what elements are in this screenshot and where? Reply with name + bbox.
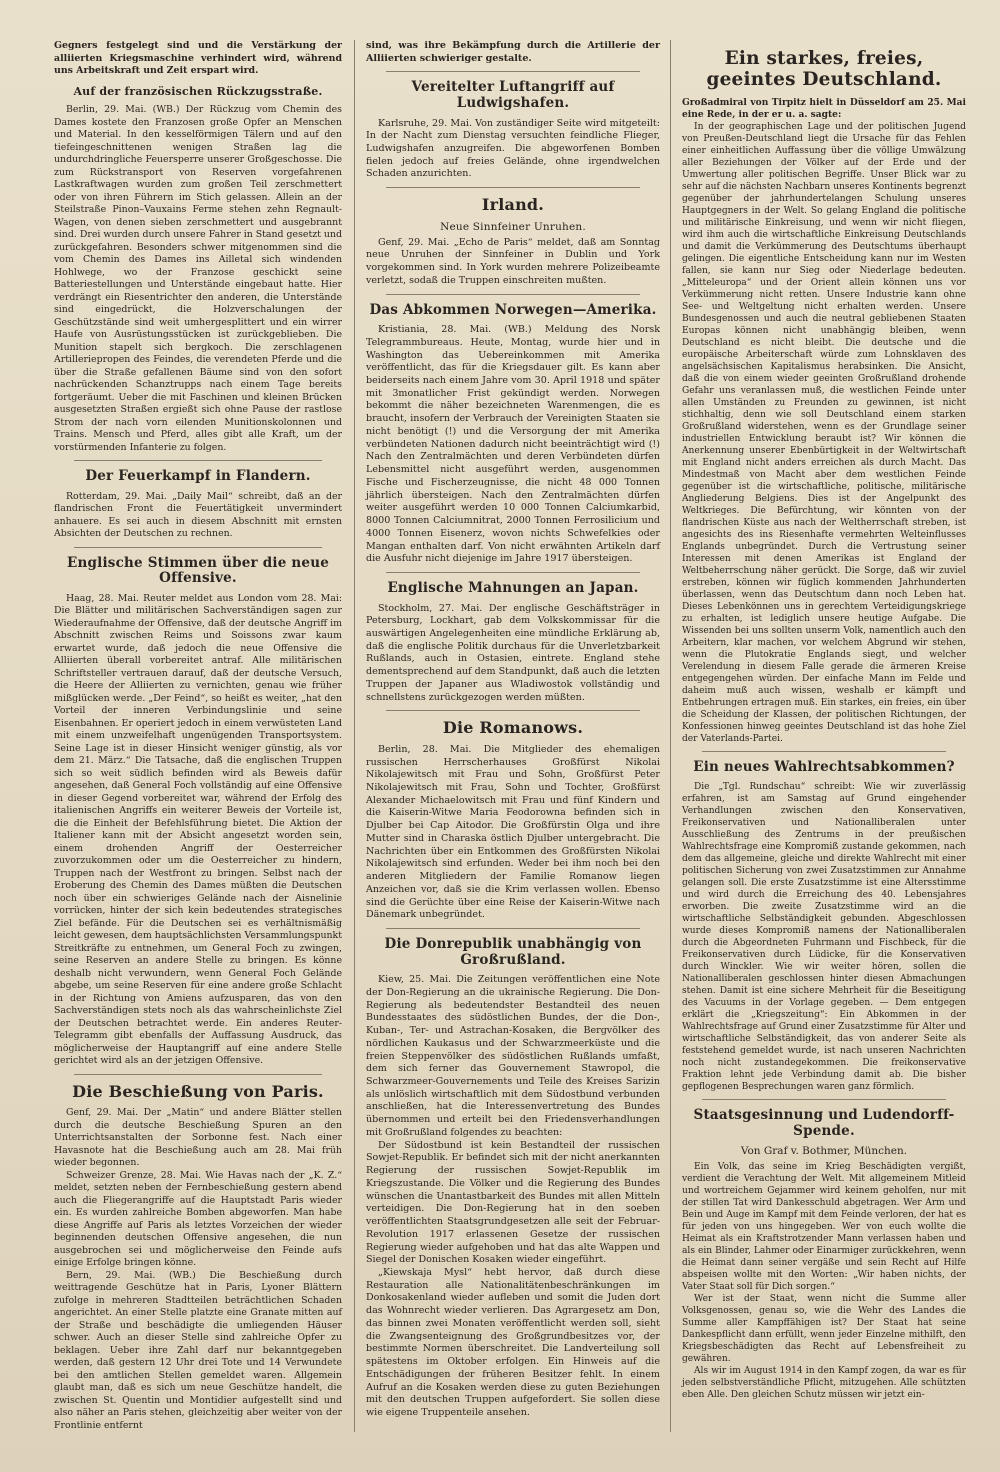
article-headline: Englische Stimmen über die neue Offensive. — [66, 554, 330, 587]
article-headline: Staatsgesinnung und Ludendorff-Spende. — [693, 1107, 955, 1139]
article-body: Haag, 28. Mai. Reuter meldet aus London vom 28. Mai: Die Blätter und militärischen Sachverständigen sagen zur Wiederaufnahme der Offensive, daß der deutsche Angriff im Abschnitt zwischen Reims und Soissons zwar kaum erwartet wurde, daß jedoch die neue Offensive die Alliierten überall vorbereitet antraf. Alle militärischen Schriftsteller vertrauen darauf, daß der deutsche Versuch, die Heere der Alliierten zu vernichten, genau wie früher mißglücken werde. „Der Feind“, so heißt es weiter, „hat den Vorteil der inneren Verbindungslinie und seine Eisenbahnen. Er operiert jedoch in einem verwüsteten Land mit einem unzweifelhaft ungenügenden Transportsystem. Seine Lage ist in dieser Hinsicht weniger günstig, als vor dem 21. März.“ Die Tatsache, daß die englischen Truppen sich so weit südlich befinden wird als Beweis dafür angesehen, daß General Foch vollständig auf eine Offensive in dieser Gegend vorbereitet war, während der Erfolg des italienischen Angriffs ein weiterer Beweis der Vorteile ist, die die Einheit der Befehlsführung bietet. Die Aktion der Italiener kann mit der Absicht angesetzt worden sein, einem drohenden Angriff der Oesterreicher zuvorzukommen oder um die Oesterreicher zu hindern, Truppen nach der Westfront zu bringen. Selbst nach der Eroberung des Chemin des Dames müßten die Deutschen noch über ein schwieriges Gelände nach der Aisnelinie vorrücken, hinter der sich kein bedeutendes strategisches Ziel befände. Für die Deutschen sei es verhältnismäßig leicht gewesen, dem hauptsächlichsten Versammlungspunkt Streitkräfte zu entnehmen, um General Foch zu zwingen, seine Reserven an andere Stelle zu bringen. Es könne deshalb nicht verwundern, wenn General Foch Gelände abgebe, um seine Reserven für eine andere große Schlacht in der Richtung von Amiens aufzusparen, das von den Sachverständigen stets noch als das wahrscheinlichste Ziel der Deutschen betrachtet werde. Ein anderes Reuter-Telegramm gibt ebenfalls der Auffassung Ausdruck, das möglicherweise der Hauptangriff auf eine andere Stelle gerichtet wird als an der jetzigen Offensive. — [54, 592, 342, 1067]
article-headline: Auf der französischen Rückzugsstraße. — [73, 84, 323, 98]
article-byline: Von Graf v. Bothmer, München. — [740, 1145, 908, 1158]
column-rule — [670, 40, 671, 1432]
article-body: Genf, 29. Mai. Der „Matin“ und andere Blätter stellen durch die deutsche Beschießung Spuren an den Unterrichtsanstalten der Sorbonne fest. Nach einer Havasnote hat die Beschießung auch am 28. Mai früh wieder begonnen. — [54, 1107, 342, 1169]
article-body: Bern, 29. Mai. (WB.) Die Beschießung durch weittragende Geschütze hat in Paris, Lyoner Blättern zufolge in mehreren Stadtteilen beträchtlichen Schaden angerichtet. An einer Stelle platzte eine Granate mitten auf der Straße und beschädigte die umliegenden Häuser schwer. Auch an dieser Stelle sind zahlreiche Opfer zu beklagen. Ueber ihre Zahl darf nur bekanntgegeben werden, daß gestern 12 Uhr drei Tote und 14 Verwundete bei den amtlichen Stellen gemeldet waren. Allgemein glaubt man, daß es sich um neue Geschütze handelt, die zwischen St. Quentin und Montidier aufgestellt sind und also näher an Paris stehen, gleichzeitig aber weiter von der Frontlinie entfernt — [54, 1269, 342, 1431]
divider — [702, 1099, 946, 1100]
article-body: Wer ist der Staat, wenn nicht die Summe aller Volksgenossen, genau so, wie die Wehr des Landes die Summe aller Kampffähigen ist? Der Staat hat seine Dankespflicht dann erfüllt, wenn jeder Einzelne mithilft, den Kriegsbeschädigten das Recht auf Lebensfreiheit zu gewähren. — [682, 1294, 966, 1365]
article-headline: Die Donrepublik unabhängig von Großrußland. — [384, 936, 642, 968]
article-lead: Großadmiral von Tirpitz hielt in Düsseldorf am 25. Mai eine Rede, in der er u. a. sagte: — [682, 96, 966, 120]
column-rule — [354, 40, 355, 1432]
divider — [74, 460, 322, 461]
divider — [386, 187, 640, 188]
article-body: In der geographischen Lage und der politischen Jugend von Preußen-Deutschland liegt die Ursache für das Fehlen einer einheitlichen Auffassung über die völlige Umwälzung aller Beziehungen der Völker auf der Erde und der Umwertung aller politischen Begriffe. Unser Blick war zu sehr auf die nächsten Nachbarn unseres Kontinents begrenzt gegenüber der jahrhundertelangen Schulung unseres Hauptgegners in der Welt. So gelang England die politische und militärische Einkreisung, und wenn wir nicht fliegen, wird ihm auch die wirtschaftliche Einkreisung Deutschlands und damit die Verkümmerung des Deutschtums überhaupt gelingen. Die eigentliche Entscheidung kann nur im Westen fallen, sie kann nur Sieg oder Niederlage bedeuten. „Mitteleuropa“ und der Orient allein können uns vor Verkümmerung nicht retten. Unsere Industrie kann ohne See- und Weltgeltung nicht erhalten werden. Unsere Bundesgenossen und auch die neutral gebliebenen Staaten Europas können nicht unabhängig bleiben, wenn Deutschland es nicht bleibt. Die deutsche und die europäische Arbeiterschaft würde zum Lohnsklaven des angelsächsischen Kapitalismus herabsinken. Die Ansicht, daß die von einem wieder geeinten Großrußland drohende Gefahr uns veranlassen muß, die westlichen Feinde unter allen Umständen zu Freunden zu gewinnen, ist nicht stichhaltig, denn wie soll Deutschland einem starken Großrußland widerstehen, wenn es der Grundlage seiner industriellen Entwicklung beraubt ist? Wir können die Anerkennung unserer Ebenbürtigkeit in der Weltwirtschaft mit England nicht anders erreichen als durch Macht. Das Mindestmaß von Macht aber dem westlichen Feinde gegenüber ist die wirtschaftliche, politische, militärische Angliederung Belgiens. Dies ist der Angelpunkt des Weltkrieges. Die Befürchtung, wir könnten von der flandrischen Küste aus nach der Weltherrschaft streben, ist angesichts des ins Riesenhafte vermehrten Welteinflusses Englands unbegründet. Durch die Vertrustung seiner Interessen mit denen Amerikas ist England der Weltbeherrschung näher gerückt. Die Sorge, daß wir zuviel erstreben, können wir füglich kommenden Jahrhunderten überlassen, wenn das Deutschtum dann noch Leben hat. Dieses Lebenkönnen uns in gerechtem Verteidigungskriege zu erhalten, ist lediglich unsere heutige Aufgabe. Die Wissenden bei uns sollten unserm Volk, namentlich auch den Arbeitern, klar machen, vor welchem Abgrund wir stehen, wenn die Plutokratie Englands siegt, und welcher Verelendung in diesem Falle gerade die ärmeren Kreise entgegengehen würden. Der einfache Mann im Felde und daheim muß auch wissen, weshalb er kämpft und Entbehrungen ertragen muß. Ein starkes, ein freies, ein über die Scheidung der Klassen, der politischen Richtungen, der Konfessionen hinweg geeintes Deutschland ist das hohe Ziel der Vaterlands-Partei. — [682, 121, 966, 744]
continued-text: sind, was ihre Bekämpfung durch die Artillerie der Alliierten schwieriger gestalte. — [366, 40, 660, 64]
article-body: „Kiewskaja Mysl“ hebt hervor, daß durch diese Restauration alle Nationalitätenbeschränkungen im Donkosakenland wieder aufleben und somit die Juden dort das Wohnrecht wieder verlieren. Das Agrargesetz am Don, das binnen zwei Monaten veröffentlicht werden soll, sieht die Zwangsenteignung des Großgrundbesitzes vor, der bestimmte Normen überschreitet. Die Landverteilung soll spätestens im Oktober erfolgen. Ein Hinweis auf die Entschädigungen der früheren Besitzer fehlt. In einem Aufruf an die Kosaken werden diese zu guten Beziehungen mit den deutschen Truppen aufgefordert. Sie sollen diese wie eigene Truppenteile ansehen. — [366, 1267, 660, 1419]
column-right — [676, 40, 972, 1432]
article-headline: Englische Mahnungen an Japan. — [387, 580, 639, 597]
article-headline: Irland. — [481, 195, 545, 215]
article-body: Genf, 29. Mai. „Echo de Paris“ meldet, daß am Sonntag neue Unruhen der Sinnfeiner in Dublin und York vorgekommen sind. In York wurden mehrere Polizeibeamte verletzt, sodaß die Truppen einschreiten mußten. — [366, 236, 660, 286]
article-headline: Der Feuerkampf in Flandern. — [85, 468, 311, 485]
continued-text: Gegners festgelegt sind und die Verstärkung der alliierten Kriegsmaschine verhindert wird, während uns Arbeitskraft und Zeit erspart wird. — [54, 40, 342, 76]
article-body: Berlin, 28. Mai. Die Mitglieder des ehemaligen russischen Herrscherhauses Großfürst Nikolai Nikolajewitsch mit Frau und Sohn, Großfürst Peter Nikolajewitsch mit Frau, Sohn und Tochter, Großfürst Alexander Michaelowitsch mit Frau und fünf Kindern und die Kaiserin-Witwe Maria Feodorowna befinden sich in Djulber bei Cap Aitodor. Die Großfürstin Olga und ihre Mutter sind in Charaska östlich Djulber untergebracht. Die Nachrichten über ein Entkommen des Großfürsten Nikolai Nikolajewitsch sind erfunden. Weder bei ihm noch bei den anderen Mitgliedern der Familie Romanow liegen Anzeichen vor, daß sie die Krim verlassen wollen. Ebenso sind die Gerüchte über eine Reise der Kaiserin-Witwe nach Dänemark unbegründet. — [366, 743, 660, 921]
divider — [386, 294, 640, 295]
article-headline: Ein starkes, freies, geeintes Deutschland. — [706, 48, 942, 91]
article-body: Stockholm, 27. Mai. Der englische Geschäftsträger in Petersburg, Lockhart, gab dem Volkskommissar für die auswärtigen Angelegenheiten eine mündliche Erklärung ab, daß die englische Politik durchaus für die Unverletzbarkeit Rußlands, auch in Ostasien, eintrete. England stehe dementsprechend auf dem Standpunkt, daß auch die letzten Truppen der Japaner aus Wladiwostok vollständig und schnellstens zurückgezogen werden müßten. — [366, 602, 660, 703]
article-body: Als wir im August 1914 in den Kampf zogen, da war es für jeden selbstverständliche Pflicht, mitzugehen. Alle schützten eben Alle. Den gleichen Schutz müssen wir jetzt ein- — [682, 1366, 966, 1401]
divider — [386, 928, 640, 929]
article-body: Rotterdam, 29. Mai. „Daily Mail“ schreibt, daß an der flandrischen Front die Feuertätigkeit unvermindert anhauere. Es sei auch in diesem Abschnitt mit ernsten Absichten der Deutschen zu rechnen. — [54, 490, 342, 540]
article-headline: Die Beschießung von Paris. — [72, 1081, 324, 1101]
divider — [74, 1074, 322, 1075]
divider — [386, 710, 640, 711]
article-headline: Ein neues Wahlrechtsabkommen? — [693, 758, 955, 775]
article-body: Berlin, 29. Mai. (WB.) Der Rückzug vom Chemin des Dames kostete den Franzosen große Opfer an Menschen und Material. In den kesselförmigen Tälern und auf den tiefeingeschnittenen wenigen Straßen lag die undurchdringliche Feuersperre unserer Großgeschosse. Die zum Rückstransport von Reserven vorgefahrenen Lastkraftwagen wurden zum großen Teil zerschmettert oder von ihren Führern im Stich gelassen. Allein an der Steilstraße Pinon–Vauxains Ferme stehen zehn Regnault-Wagen, von denen sieben zerschmettert und ausgebrannt sind. Drei wurden durch unsere Fahrer in Stand gesetzt und zurückgefahren. Besonders schwer mitgenommen sind die vom Chemin des Dames ins Ailletal sich windenden Hohlwege, wo der Franzose geschickt seine Batteriestellungen und Unterstände eingebaut hatte. Hier verdrängt ein Riesentrichter den anderen, die Unterstände sind eingedrückt, die Holzverschalungen der Geschützstände sind weit umhergesplittert und ein wirrer Haufe von Ausrüstungsstücken ist zurückgeblieben. Die Munition stapelt sich bergkoch. Die zerschlagenen Artilleriepropen des Feindes, die verendeten Pferde und die über die Straße gefallenen Bäume sind von den sofort nachrückenden Schanztrupps nach einem Tage bereits fortgeräumt. Ueber die mit Faschinen und kleinen Brücken ausgesetzten Straßen ergießt sich ohne Pause der rastlose Strom der nach vorn eilenden Munitionskolonnen und Trains. Mensch und Pferd, alles gibt alle Kraft, um der vorstürmenden Infanterie zu folgen. — [54, 104, 342, 453]
article-subheadline: Neue Sinnfeiner Unruhen. — [440, 220, 586, 233]
article-body: Schweizer Grenze, 28. Mai. Wie Havas nach der „K. Z.“ meldet, setzten neben der Fernbeschießung gestern abend auch die Fliegerangriffe auf die Hauptstadt Paris wieder ein. Es wurden zahlreiche Bomben abgeworfen. Man habe diese Angriffe auf Paris als letztes Vorzeichen der wieder beginnenden deutschen Offensive angesehen, die nun ausgebrochen sei und möglicherweise den Feinde aufs einige Erfolge bringen könne. — [54, 1169, 342, 1269]
article-headline: Die Romanows. — [442, 718, 584, 738]
divider — [386, 572, 640, 573]
divider — [702, 751, 946, 752]
article-body: Der Südostbund ist kein Bestandteil der russischen Sowjet-Republik. Er befindet sich mit der nicht anerkannten Regierung der russischen Sowjet-Republik im Kriegszustande. Die Völker und die Regierung des Bundes wünschen die Unantastbarkeit des Bundes mit allen Mitteln verteidigen. Die Don-Regierung hat in den soeben veröffentlichten Staatsgrundgesetzen alle seit der Februar-Revolution 1917 erlassenen Gesetze der russischen Regierung wieder aufgehoben und hat das alte Wappen und Siegel der Donischen Kosaken wieder eingeführt. — [366, 1139, 660, 1266]
divider — [74, 547, 322, 548]
column-middle — [360, 40, 666, 1432]
article-body: Karlsruhe, 29. Mai. Von zuständiger Seite wird mitgeteilt: In der Nacht zum Dienstag versuchten feindliche Flieger, Ludwigshafen anzugreifen. Die abgeworfenen Bomben fielen jedoch auf freies Gelände, ohne irgendwelchen Schaden anzurichten. — [366, 117, 660, 180]
divider — [386, 71, 640, 72]
column-left — [48, 40, 348, 1432]
article-body: Ein Volk, das seine im Krieg Beschädigten vergißt, verdient die Verachtung der Welt. Mit allgemeinem Mitleid und wortreichem Gejammer wird keinem geholfen, nur mit der stillen Tat wird Dankesschuld abgetragen. Wer Arm und Bein und Auge im Kampf mit dem Feinde verloren, der hat es für jeden von uns hingegeben. Wer von euch wollte die Heimat als ein Kraftstrotzender Mann verlassen haben und als ein Blinder, Lahmer oder Einarmiger zurückkehren, wenn die Heimat dann seiner vergäße und sein Recht auf Hilfe abspeisen wollte mit den Worten: „Wir haben nichts, der Vater Staat soll für Dich sorgen.“ — [682, 1162, 966, 1293]
article-headline: Vereitelter Luftangriff auf Ludwigshafen. — [411, 79, 615, 111]
article-body: Kiew, 25. Mai. Die Zeitungen veröffentlichen eine Note der Don-Regierung an die ukrainische Regierung. Die Don-Regierung als bedeutendster Bestandteil des neuen Bundesstaates des südöstlichen Bundes, der die Don-, Kuban-, Ter- und Astrachan-Kosaken, die Bergvölker des nördlichen Kaukasus und der Schwarzmeerküste und die freien Steppenvölker des südöstlichen Rußlands umfaßt, dem sich ferner das Gouvernement Stawropol, die Schwarzmeer-Gouvernements und Teile des Kreises Sarizin als unlöslich wirtschaftlich mit dem Südostbund verbunden anschließen, hat die Interessenvertretung des Bundes übernommen und erteilt bei den Friedensverhandlungen mit Großrußland folgendes zu beachten: — [366, 974, 660, 1138]
article-body: Die „Tgl. Rundschau“ schreibt: Wie wir zuverlässig erfahren, ist am Samstag auf Grund eingehender Verhandlungen zwischen den Konservativen, Freikonservativen und Nationalliberalen unter Ausschließung des Zentrums in der preußischen Wahlrechtsfrage eine Kompromiß zustande gekommen, nach dem das allgemeine, gleiche und direkte Wahlrecht mit einer politischen Sicherung von zwei Zusatzstimmen zur Annahme gelangen soll. Die erste Zusatzstimme ist eine Altersstimme und wird durch die Erreichung des 40. Lebensjahres erworben. Die zweite Zusatzstimme wird an die wirtschaftliche Selbständigkeit gebunden. Abgeschlossen wurde dieses Kompromiß namens der Nationalliberalen durch die Abgeordneten Fuhrmann und Fischbeck, für die Freikonservativen durch Lüdicke, für die Konservativen durch Winckler. Wie wir weiter hören, sollen die Nationalliberalen geschlossen hinter diesen Abmachungen stehen. Damit ist eine sichere Mehrheit für die Beseitigung des Vacuums in der Vorlage gegeben. — Dem entgegen erklärt die „Kriegszeitung“: Ein Abkommen in der Wahlrechtsfrage auf Grund einer Zusatzstimme für Alter und wirtschaftliche Selbständigkeit, das von anderer Seite als feststehend gemeldet wurde, ist nach unseren Nachrichten noch nicht zustandegekommen. Die freikonservative Fraktion lehnt jede Verbindung damit ab. Die bisher gepflogenen Besprechungen waren ganz förmlich. — [682, 782, 966, 1093]
article-body: Kristiania, 28. Mai. (WB.) Meldung des Norsk Telegrammbureaus. Heute, Montag, wurde hier und in Washington das Uebereinkommen mit Amerika veröffentlicht, das für die Kriegsdauer gilt. Es kann aber beiderseits nach einem Jahre vom 30. April 1918 und später mit 3monatlicher Frist gekündigt werden. Norwegen bekommt die näher bezeichneten Warenmengen, die es braucht, insofern der Verbrauch der Vereinigten Staaten sie nicht benötigt (!) und die Versorgung der mit Amerika verbündeten Nationen dadurch nicht beeinträchtigt wird (!) Nach den Zentralmächten und deren Verbündeten dürfen Lebensmittel nicht ausgeführt werden, ausgenommen Fische und Fischerzeugnisse, die nicht 48 000 Tonnen jährlich übersteigen. Nach den Zentralmächten dürfen weiter ausgeführt werden 10 000 Tonnen Calciumkarbid, 8000 Tonnen Calciumnitrat, 2000 Tonnen Ferrosilicium und 4000 Tonnen Eisenerz, wovon nichts Schwefelkies oder Mangan enthalten darf. Von nicht erwähnten Artikeln darf die Ausfuhr nicht diejenige im Jahre 1917 übersteigen. — [366, 324, 660, 565]
article-headline: Das Abkommen Norwegen—Amerika. — [369, 301, 657, 318]
